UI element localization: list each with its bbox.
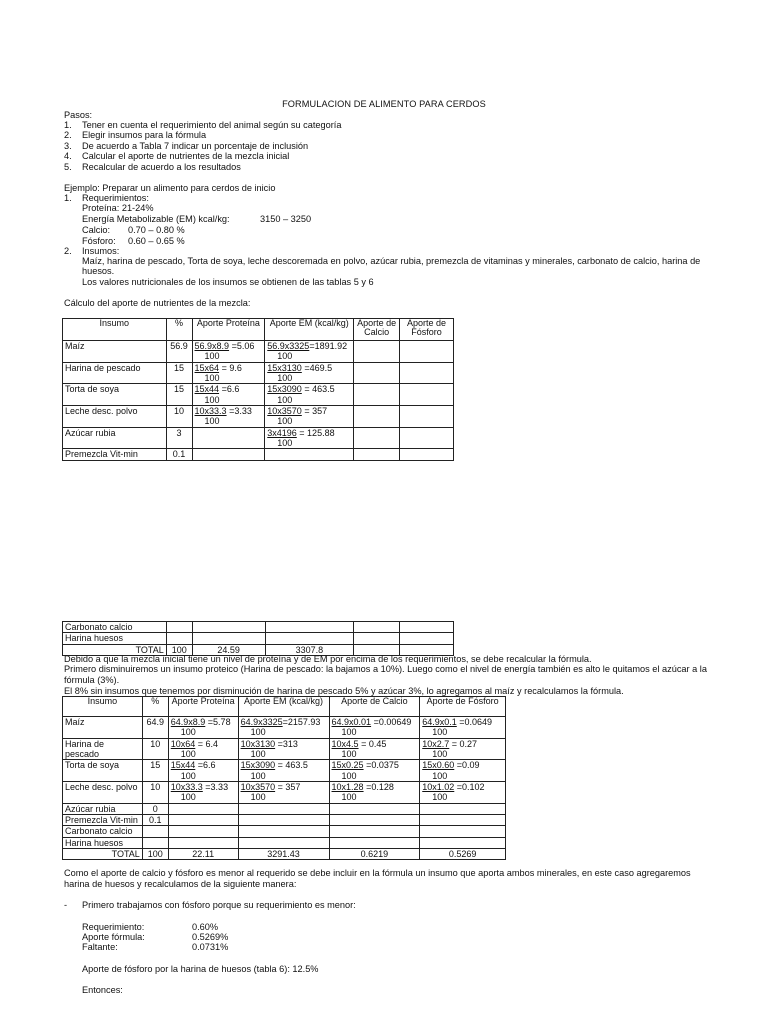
pasos-heading: Pasos: (64, 110, 93, 120)
empty-cell (354, 406, 400, 428)
fraction-cell (238, 717, 329, 739)
req-proteina: Proteína: 21-24% (82, 203, 154, 213)
table2-cell-pct: 64.9 (142, 717, 168, 739)
empty-cell (400, 341, 454, 363)
empty-cell (400, 406, 454, 428)
table2-cell-insumo (63, 782, 143, 804)
paso-number: 3. (64, 141, 72, 151)
fraction-result: =3.33 (226, 406, 252, 417)
table1-header-row (63, 319, 454, 341)
paso-number: 2. (64, 130, 72, 140)
table-row (63, 362, 454, 384)
fraction-numerator: 10x3130 (240, 738, 276, 749)
req-fosforo-label: Fósforo: (82, 236, 116, 246)
fraction-cell (192, 384, 265, 406)
table2-cell-insumo: Carbonato calcio (63, 826, 143, 837)
paso-text: Tener en cuenta el requerimiento del animal según su categoría (82, 120, 342, 130)
req-fosforo-value: 0.60 – 0.65 % (128, 236, 185, 246)
table1-header-proteina: Aporte Proteína (192, 319, 265, 341)
fraction-numerator: 15x3090 (240, 760, 276, 771)
table1-header-fosforo: Aporte de Fósforo (400, 319, 454, 341)
fraction-denominator: 100 (204, 416, 220, 427)
fraction-numerator: 10x33.3 (194, 406, 227, 417)
empty-cell (329, 815, 420, 826)
table2-cell-insumo (63, 760, 143, 782)
table1-total-pct: 100 (166, 644, 192, 655)
fraction-denominator: 100 (277, 416, 293, 427)
ins-heading: Insumos: (82, 246, 120, 256)
paso-text: De acuerdo a Tabla 7 indicar un porcentaje de inclusión (82, 141, 309, 151)
table1-cell-pct: 10 (166, 406, 192, 428)
fraction-result: = 463.5 (275, 760, 308, 771)
table1-cell-pct: 3 (166, 427, 192, 449)
fraction-denominator: 100 (204, 351, 220, 362)
table2-total-row (63, 849, 506, 860)
paso-text: Recalcular de acuerdo a los resultados (82, 162, 241, 172)
calculo-heading: Cálculo del aporte de nutrientes de la mezcla: (64, 298, 251, 308)
fraction-denominator: 100 (277, 394, 293, 405)
fraction-result: =313 (275, 738, 298, 749)
insumo-line1: Leche desc. polvo (65, 782, 138, 793)
table2-cell-insumo: Harina huesos (63, 837, 143, 848)
fraction-denominator: 100 (180, 727, 196, 738)
table1-header-pct: % (166, 319, 192, 341)
fraction-numerator: 64.9x8.9 (170, 717, 206, 727)
fraction-numerator: 64.9x0.01 (331, 717, 372, 727)
fraction-result: = 0.45 (358, 738, 387, 749)
fraction-cell (192, 341, 265, 363)
table2-total-em: 3291.43 (238, 849, 329, 860)
fraction-cell (192, 406, 265, 428)
table-row (63, 449, 454, 460)
fraction-denominator: 100 (250, 770, 266, 781)
paso-text: Elegir insumos para la fórmula (82, 130, 207, 140)
empty-cell (329, 826, 420, 837)
recalc-paragraph-3: El 8% sin insumos que tenemos por disminución de harina de pescado 5% y azúcar 3%, lo agregamos al maíz y recalculamos la fórmula. (64, 686, 624, 696)
fraction-line (241, 739, 327, 749)
fraction-denominator: 100 (277, 373, 293, 384)
fraction-line (267, 341, 351, 351)
fraction-numerator: 10x4.5 (331, 738, 359, 749)
fraction-result: =3.33 (202, 782, 229, 793)
fraction-result: = 357 (301, 406, 328, 417)
table1-header-calcio: Aporte de Calcio (354, 319, 400, 341)
fraction-line (267, 406, 351, 416)
faltante-label: Faltante: (82, 942, 118, 952)
fraction-denominator: 100 (341, 727, 357, 738)
entonces-text: Entonces: (82, 985, 123, 995)
fraction-cell (238, 738, 329, 760)
table-mezcla-inicial-cont (62, 621, 454, 656)
fraction-numerator: 3x4196 (267, 427, 297, 438)
fraction-cell (265, 427, 354, 449)
fraction-result: = 463.5 (301, 384, 335, 395)
fraction-line (171, 739, 236, 749)
fraction-result: =0.128 (363, 782, 394, 793)
fraction-denominator: 100 (277, 438, 293, 449)
fraction-result: =0.0649 (456, 717, 493, 727)
fraction-line (267, 428, 351, 438)
paso-number: 4. (64, 151, 72, 161)
fraction-cell (192, 362, 265, 384)
fraction-numerator: 10x1.28 (331, 782, 364, 793)
fraction-line (195, 384, 263, 394)
empty-cell (400, 427, 454, 449)
bullet-dash: - (64, 900, 68, 910)
table-row (63, 803, 506, 814)
recalc-paragraph-2: Primero disminuiremos un insumo proteico (Harina de pescado: la bajamos a 10%). Luego como el nivel de energía también es alto le quitamos el azúcar a la fórmula (3%). (64, 664, 707, 685)
table-mezcla-inicial (62, 318, 454, 461)
empty-cell (354, 449, 400, 460)
fraction-line (267, 363, 351, 373)
fraction-line (422, 717, 503, 727)
table2-cell-insumo: Azúcar rubia (63, 803, 143, 814)
insumo-line1: Torta de soya (65, 760, 120, 771)
fraction-result: =469.5 (301, 362, 333, 373)
table2-cell-insumo: Premezcla Vit-min (63, 815, 143, 826)
fraction-line (332, 717, 418, 727)
ejemplo-intro: Ejemplo: Preparar un alimento para cerdos de inicio (64, 183, 276, 193)
fraction-result: =0.0375 (363, 760, 399, 771)
table1-cell-insumo: Carbonato calcio (63, 622, 167, 633)
minerales-bullet-text: Primero trabajamos con fósforo porque su requerimiento es menor: (82, 900, 356, 910)
fraction-denominator: 100 (432, 770, 448, 781)
fraction-line (332, 782, 418, 792)
fraction-cell (420, 782, 506, 804)
table2-header-pct: % (142, 697, 168, 717)
table2-header-proteina: Aporte Proteína (168, 697, 238, 717)
fraction-denominator: 100 (432, 727, 448, 738)
fraction-result: =1891.92 (309, 341, 348, 351)
table-row (63, 815, 506, 826)
table-row (63, 341, 454, 363)
fraction-line (422, 760, 503, 770)
fraction-numerator: 15x3090 (267, 384, 302, 395)
table2-header-insumo: Insumo (63, 697, 143, 717)
table-row (63, 633, 454, 644)
fraction-numerator: 64.9x3325 (240, 717, 283, 727)
fraction-numerator: 10x64 (170, 738, 196, 749)
ins-number: 2. (64, 246, 72, 256)
table1-total-label: TOTAL (63, 644, 167, 655)
table1-total-proteina: 24.59 (192, 644, 265, 655)
fraction-cell (329, 760, 420, 782)
table2-header-em: Aporte EM (kcal/kg) (238, 697, 329, 717)
empty-cell (400, 362, 454, 384)
fraction-numerator: 15x64 (194, 362, 220, 373)
fraction-line (422, 739, 503, 749)
table2-total-fosforo: 0.5269 (420, 849, 506, 860)
empty-cell (238, 803, 329, 814)
empty-cell (192, 427, 265, 449)
fraction-line (195, 341, 263, 351)
table2-total-pct: 100 (142, 849, 168, 860)
empty-cell (265, 449, 354, 460)
fraction-denominator: 100 (432, 749, 448, 760)
fraction-result: = 0.27 (449, 738, 478, 749)
fraction-numerator: 10x1.02 (422, 782, 455, 793)
table2-cell-pct: 0.1 (142, 815, 168, 826)
fraction-line (171, 760, 236, 770)
fraction-denominator: 100 (204, 394, 220, 405)
fraction-cell (265, 362, 354, 384)
table1-cell-insumo: Premezcla Vit-min (63, 449, 167, 460)
table2-cell-pct: 10 (142, 738, 168, 760)
fraction-result: =0.102 (454, 782, 485, 793)
fraction-numerator: 10x3570 (267, 406, 302, 417)
fraction-result: =5.78 (205, 717, 231, 727)
table-row (63, 406, 454, 428)
table2-cell-pct: 0 (142, 803, 168, 814)
empty-cell (400, 449, 454, 460)
fraction-denominator: 100 (250, 792, 266, 803)
table2-cell-insumo (63, 717, 143, 739)
fraction-result: =6.6 (219, 384, 240, 395)
fraction-result: =2157.93 (282, 717, 321, 727)
table2-header-row (63, 697, 506, 717)
empty-cell (329, 803, 420, 814)
table1-cell-insumo: Leche desc. polvo (63, 406, 167, 428)
fraction-cell (265, 384, 354, 406)
aporte-formula-label: Aporte fórmula: (82, 932, 145, 942)
fraction-result: = 9.6 (219, 362, 242, 373)
fraction-cell (329, 782, 420, 804)
insumo-line2: pescado (65, 749, 100, 760)
empty-cell (238, 815, 329, 826)
fraction-result: = 6.4 (195, 738, 219, 749)
fraction-numerator: 15x0.25 (331, 760, 364, 771)
fraction-numerator: 56.9x8.9 (194, 341, 230, 351)
fraction-numerator: 15x3130 (267, 362, 302, 373)
req-energia-label: Energía Metabolizable (EM) kcal/kg: (82, 214, 230, 224)
paso-text: Calcular el aporte de nutrientes de la mezcla inicial (82, 151, 290, 161)
table-row (63, 622, 454, 633)
fraction-denominator: 100 (250, 749, 266, 760)
table1-cell-pct: 15 (166, 384, 192, 406)
empty-cell (354, 341, 400, 363)
aporte-formula-value: 0.5269% (192, 932, 229, 942)
fraction-result: =0.09 (454, 760, 480, 771)
table1-cell-insumo: Torta de soya (63, 384, 167, 406)
fraction-line (241, 717, 327, 727)
table2-cell-pct: 10 (142, 782, 168, 804)
table1-cell-insumo: Harina de pescado (63, 362, 167, 384)
empty-cell (354, 384, 400, 406)
faltante-value: 0.0731% (192, 942, 229, 952)
table-mezcla-recalculada (62, 696, 506, 860)
table2-total-label: TOTAL (63, 849, 143, 860)
fraction-cell (168, 738, 238, 760)
insumo-line1: Maíz (65, 717, 85, 727)
fraction-result: =5.06 (229, 341, 255, 351)
table-row (63, 738, 506, 760)
req-calcio-label: Calcio: (82, 225, 111, 235)
empty-cell (168, 815, 238, 826)
table2-header-calcio: Aporte de Calcio (329, 697, 420, 717)
empty-cell (192, 449, 265, 460)
empty-cell (420, 815, 506, 826)
table2-cell-pct: 15 (142, 760, 168, 782)
table1-cell-insumo: Azúcar rubia (63, 427, 167, 449)
fraction-line (241, 782, 327, 792)
fraction-result: =0.00649 (371, 717, 412, 727)
aporte-hueso-text: Aporte de fósforo por la harina de huesos (tabla 6): 12.5% (82, 964, 319, 974)
fraction-cell (329, 738, 420, 760)
fraction-line (171, 717, 236, 727)
table-row (63, 782, 506, 804)
empty-cell (420, 837, 506, 848)
fraction-cell (420, 717, 506, 739)
fraction-result: = 357 (275, 782, 301, 793)
fraction-line (332, 760, 418, 770)
table2-total-proteina: 22.11 (168, 849, 238, 860)
empty-cell (329, 837, 420, 848)
requerimiento-label: Requerimiento: (82, 922, 145, 932)
req-energia-value: 3150 – 3250 (260, 214, 312, 224)
empty-cell (238, 826, 329, 837)
fraction-denominator: 100 (180, 770, 196, 781)
fraction-line (195, 363, 263, 373)
insumo-line1: Harina de (65, 738, 105, 749)
fraction-denominator: 100 (341, 792, 357, 803)
req-calcio-value: 0.70 – 0.80 % (128, 225, 185, 235)
fraction-numerator: 56.9x3325 (267, 341, 310, 351)
paso-number: 5. (64, 162, 72, 172)
fraction-line (422, 782, 503, 792)
table-row (63, 826, 506, 837)
fraction-numerator: 15x44 (170, 760, 196, 771)
ins-list-line1: Maíz, harina de pescado, Torta de soya, leche descoremada en polvo, azúcar rubia, premezcla de vitaminas y minerales, carbonato de calcio, harina de (82, 256, 701, 266)
req-heading: Requerimientos: (82, 193, 149, 203)
fraction-cell (238, 760, 329, 782)
table-row (63, 760, 506, 782)
empty-cell (354, 362, 400, 384)
table2-cell-insumo (63, 738, 143, 760)
table2-total-calcio: 0.6219 (329, 849, 420, 860)
fraction-denominator: 100 (180, 792, 196, 803)
fraction-line (332, 739, 418, 749)
table-row (63, 384, 454, 406)
fraction-cell (168, 760, 238, 782)
table-row (63, 717, 506, 739)
fraction-cell (168, 782, 238, 804)
fraction-denominator: 100 (341, 770, 357, 781)
fraction-numerator: 10x33.3 (170, 782, 203, 793)
table-row (63, 837, 506, 848)
fraction-denominator: 100 (250, 727, 266, 738)
empty-cell (238, 837, 329, 848)
table1-cell-pct: 15 (166, 362, 192, 384)
empty-cell (168, 826, 238, 837)
fraction-cell (329, 717, 420, 739)
empty-cell (354, 427, 400, 449)
empty-cell (168, 803, 238, 814)
table-row (63, 427, 454, 449)
fraction-denominator: 100 (277, 351, 293, 362)
fraction-denominator: 100 (204, 373, 220, 384)
table1-cell-insumo: Harina huesos (63, 633, 167, 644)
table2-cell-pct (142, 837, 168, 848)
table1-header-em: Aporte EM (kcal/kg) (265, 319, 354, 341)
table1-total-em: 3307.8 (265, 644, 354, 655)
table1-cell-insumo: Maíz (63, 341, 167, 363)
fraction-numerator: 15x44 (194, 384, 220, 395)
empty-cell (420, 826, 506, 837)
empty-cell (168, 837, 238, 848)
fraction-denominator: 100 (432, 792, 448, 803)
ins-list-line2: huesos. (82, 266, 115, 276)
fraction-line (171, 782, 236, 792)
fraction-numerator: 10x2.7 (422, 738, 450, 749)
fraction-cell (420, 738, 506, 760)
fraction-denominator: 100 (180, 749, 196, 760)
requerimiento-value: 0.60% (192, 922, 219, 932)
fraction-numerator: 15x0.60 (422, 760, 455, 771)
table2-cell-pct (142, 826, 168, 837)
minerales-paragraph: Como el aporte de calcio y fósforo es menor al requerido se debe incluir en la fórmula un insumo que aporta ambos minerales, en este caso agregaremos harina de huesos y recalculamos de la siguiente manera: (64, 868, 691, 889)
fraction-cell (238, 782, 329, 804)
paso-number: 1. (64, 120, 72, 130)
fraction-result: = 125.88 (296, 427, 335, 438)
table2-header-fosforo: Aporte de Fósforo (420, 697, 506, 717)
fraction-denominator: 100 (341, 749, 357, 760)
ins-note: Los valores nutricionales de los insumos se obtienen de las tablas 5 y 6 (82, 277, 374, 287)
fraction-cell (265, 341, 354, 363)
fraction-numerator: 10x3570 (240, 782, 276, 793)
fraction-cell (420, 760, 506, 782)
fraction-result: =6.6 (195, 760, 216, 771)
fraction-cell (168, 717, 238, 739)
fraction-cell (265, 406, 354, 428)
table1-cell-pct: 56.9 (166, 341, 192, 363)
recalc-paragraph-1: Debido a que la mezcla inicial tiene un nivel de proteína y de EM por encima de los requerimientos, se debe recalcular la fórmula. (64, 654, 592, 664)
empty-cell (400, 384, 454, 406)
table1-header-insumo: Insumo (63, 319, 167, 341)
empty-cell (420, 803, 506, 814)
table1-cell-pct: 0.1 (166, 449, 192, 460)
fraction-line (195, 406, 263, 416)
req-number: 1. (64, 193, 72, 203)
fraction-line (267, 384, 351, 394)
page-title: FORMULACION DE ALIMENTO PARA CERDOS (282, 99, 486, 109)
fraction-numerator: 64.9x0.1 (422, 717, 457, 727)
fraction-line (241, 760, 327, 770)
